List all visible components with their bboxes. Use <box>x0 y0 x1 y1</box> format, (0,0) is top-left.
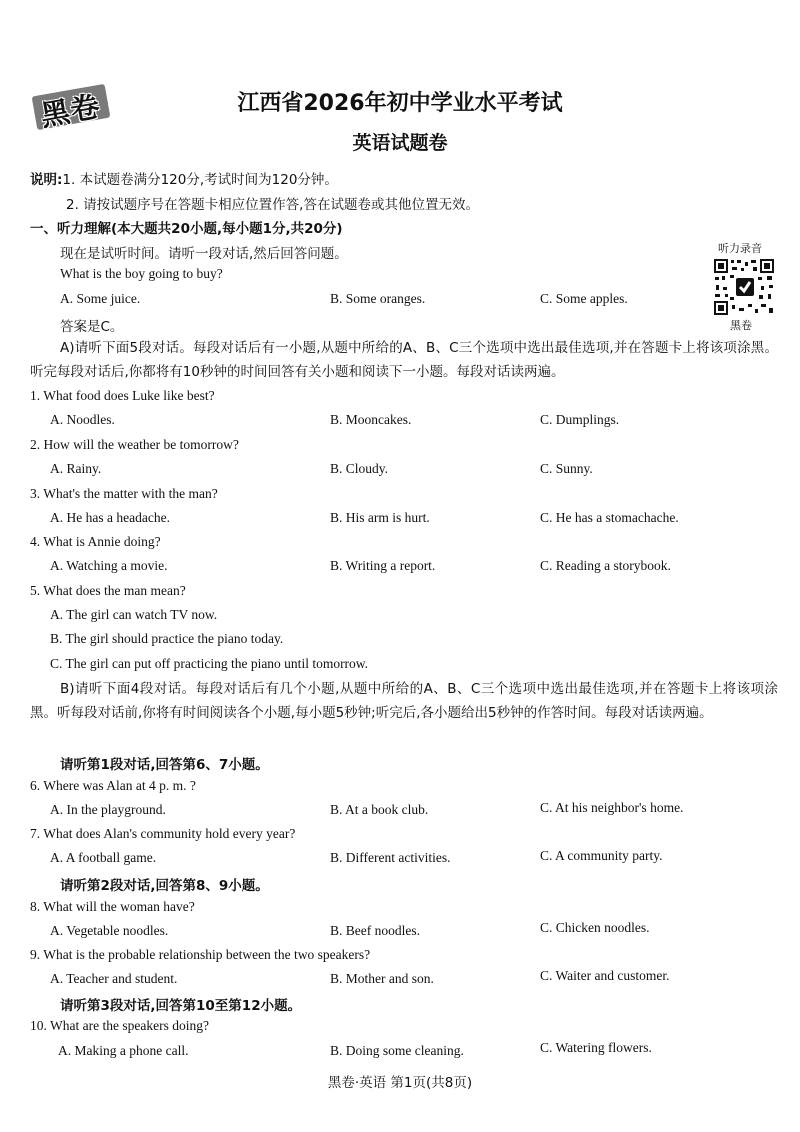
notes-text-1: 1. 本试题卷满分120分,考试时间为120分钟。 <box>62 172 338 188</box>
q3-option-c: C. He has a stomachache. <box>540 510 679 525</box>
trial-option-a: A. Some juice. <box>60 291 141 306</box>
q10-option-a: A. Making a phone call. <box>58 1043 189 1058</box>
q2-option-a: A. Rainy. <box>50 461 102 476</box>
notes-line-2: 2. 请按试题序号在答题卡相应位置作答,答在试题卷或其他位置无效。 <box>66 197 479 213</box>
question-7: 7. What does Alan's community hold every year? <box>30 826 296 841</box>
q9-option-a: A. Teacher and student. <box>50 971 178 986</box>
q8-option-b: B. Beef noodles. <box>330 923 420 938</box>
notes-line-1 <box>30 168 338 188</box>
question-5: 5. What does the man mean? <box>30 583 186 598</box>
q4-option-b: B. Writing a report. <box>330 558 436 573</box>
q5-option-b: B. The girl should practice the piano today. <box>50 631 284 646</box>
question-10: 10. What are the speakers doing? <box>30 1018 209 1033</box>
q5-option-c: C. The girl can put off practicing the piano until tomorrow. <box>50 656 369 671</box>
question-9: 9. What is the probable relationship between the two speakers? <box>30 947 371 962</box>
dialog-1-instruction: 请听第1段对话,回答第6、7小题。 <box>60 757 269 773</box>
q8-option-c: C. Chicken noodles. <box>540 920 650 935</box>
qr-code-icon[interactable] <box>713 258 775 316</box>
q9-option-c: C. Waiter and customer. <box>540 968 670 983</box>
exam-subtitle: 英语试题卷 <box>352 132 448 154</box>
q6-option-a: A. In the playground. <box>50 802 166 817</box>
q7-option-b: B. Different activities. <box>330 850 451 865</box>
exam-title: 江西省2026年初中学业水平考试 <box>237 91 563 116</box>
q1-option-a: A. Noodles. <box>50 412 115 427</box>
qr-label-bottom: 黑卷 <box>730 319 752 332</box>
notes-label: 说明: <box>30 172 63 188</box>
trial-question: What is the boy going to buy? <box>60 266 223 281</box>
trial-option-b: B. Some oranges. <box>330 291 426 306</box>
q2-option-b: B. Cloudy. <box>330 461 389 476</box>
question-3: 3. What's the matter with the man? <box>30 486 218 501</box>
trial-option-c: C. Some apples. <box>540 291 628 306</box>
q2-option-c: C. Sunny. <box>540 461 593 476</box>
q3-option-a: A. He has a headache. <box>50 510 170 525</box>
question-4: 4. What is Annie doing? <box>30 534 161 549</box>
q1-option-b: B. Mooncakes. <box>330 412 412 427</box>
question-6: 6. Where was Alan at 4 p. m. ? <box>30 778 196 793</box>
qr-label-top: 听力录音 <box>718 242 762 255</box>
part-a-intro: A)请听下面5段对话。每段对话后有一小题,从题中所给的A、B、C三个选项中选出最佳选项,并在答题卡上将该项涂黑。听完每段对话后,你都将有10秒钟的时间回答有关小题和阅读下一小题。每段对话读两遍。 <box>30 340 778 380</box>
q7-option-c: C. A community party. <box>540 848 663 863</box>
trial-answer: 答案是C。 <box>60 319 124 335</box>
q5-option-a: A. The girl can watch TV now. <box>50 607 218 622</box>
question-2: 2. How will the weather be tomorrow? <box>30 437 239 452</box>
q6-option-c: C. At his neighbor's home. <box>540 800 684 815</box>
dialog-2-instruction: 请听第2段对话,回答第8、9小题。 <box>60 878 269 894</box>
q4-option-a: A. Watching a movie. <box>50 558 168 573</box>
q7-option-a: A. A football game. <box>50 850 157 865</box>
section-heading: 一、听力理解(本大题共20小题,每小题1分,共20分) <box>30 221 343 237</box>
q6-option-b: B. At a book club. <box>330 802 429 817</box>
question-1: 1. What food does Luke like best? <box>30 388 215 403</box>
part-b-intro: B)请听下面4段对话。每段对话后有几个小题,从题中所给的A、B、C三个选项中选出最佳选项,并在答题卡上将该项涂黑。听每段对话前,你将有时间阅读各个小题,每小题5秒钟;听完后,各小题给出5秒钟的作答时间。每段对话读两遍。 <box>30 681 778 721</box>
trial-intro: 现在是试听时间。请听一段对话,然后回答问题。 <box>60 246 348 262</box>
dialog-3-instruction: 请听第3段对话,回答第10至第12小题。 <box>60 998 302 1014</box>
q9-option-b: B. Mother and son. <box>330 971 434 986</box>
badge-text: 黑卷 <box>38 88 104 133</box>
question-8: 8. What will the woman have? <box>30 899 195 914</box>
q10-option-c: C. Watering flowers. <box>540 1040 652 1055</box>
page-footer: 黑卷·英语 第1页(共8页) <box>327 1075 473 1091</box>
q3-option-b: B. His arm is hurt. <box>330 510 430 525</box>
q1-option-c: C. Dumplings. <box>540 412 620 427</box>
q4-option-c: C. Reading a storybook. <box>540 558 671 573</box>
q10-option-b: B. Doing some cleaning. <box>330 1043 464 1058</box>
q8-option-a: A. Vegetable noodles. <box>50 923 169 938</box>
